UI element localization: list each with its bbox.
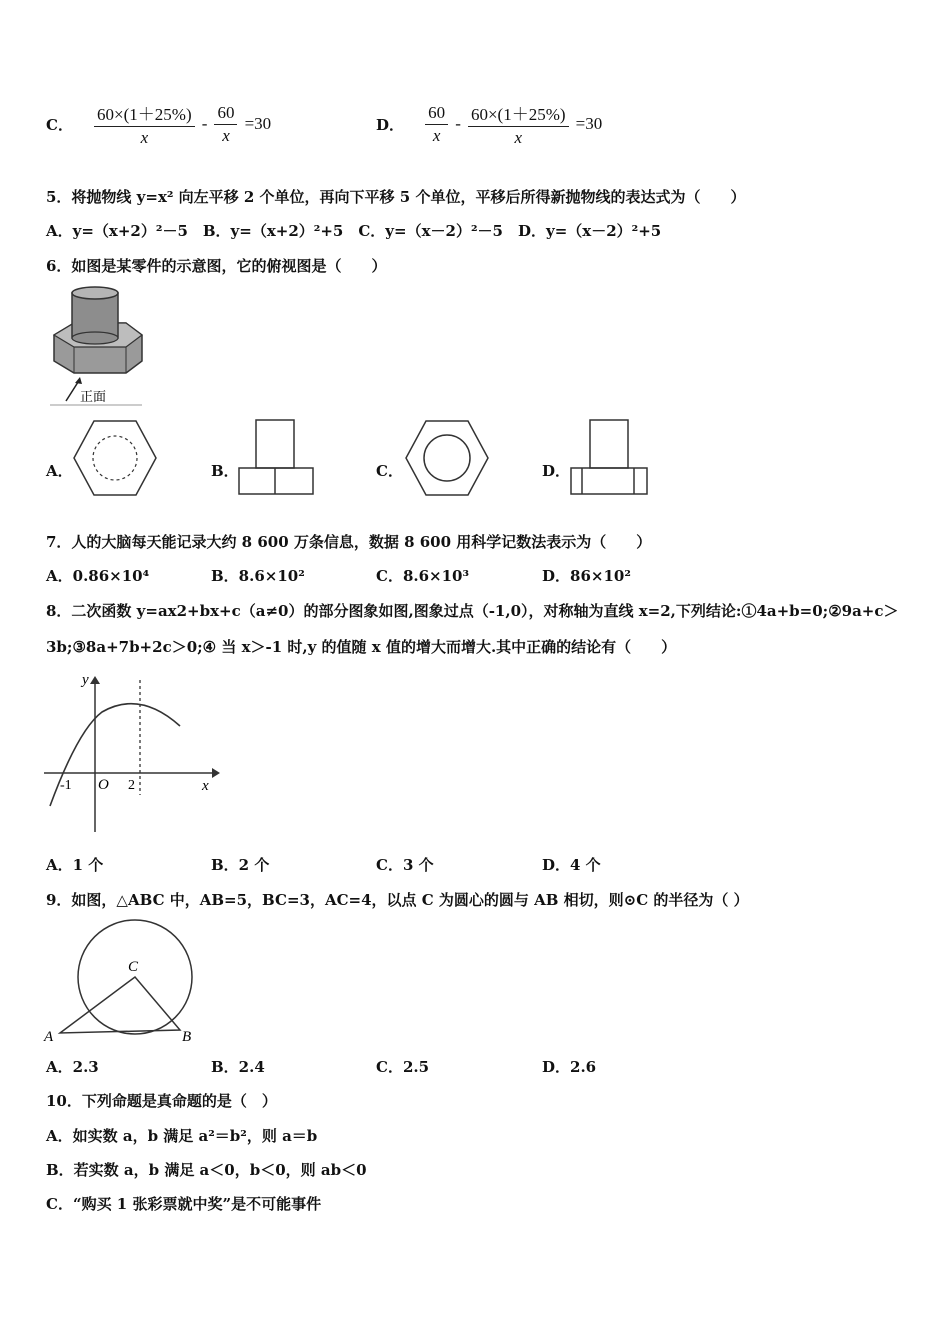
side-view-figure (568, 418, 652, 498)
x-axis-label: x (202, 778, 209, 794)
q4-option-d: D． $\frac{60}{x}$ - $\frac{60\times(1+25\%)}{x}$ =30 (376, 100, 602, 148)
point-a-label: A (44, 1029, 54, 1045)
q6-stem: 6．如图是某零件的示意图，它的俯视图是（ ） (46, 257, 387, 275)
q8-option-d: D．4 个 (542, 856, 601, 874)
q7-option-d: D．86×10² (542, 567, 631, 585)
fraction: $\frac{60\times(1+25\%)}{x}$ (468, 100, 569, 148)
front-label: 正面 (80, 389, 107, 404)
point-b-label: B (182, 1029, 192, 1045)
front-view-figure (236, 418, 316, 498)
q8-stem-line1: 8．二次函数 y=ax2+bx+c（a≠0）的部分图象如图,图象过点（-1,0），对称轴为直线 x=2,下列结论:①4a+b=0;②9a+c＞ (46, 602, 899, 620)
q9-option-d: D．2.6 (542, 1058, 597, 1076)
q6-option-d: D． (542, 462, 571, 480)
tick-minus-one: -1 (60, 778, 72, 793)
hexagon-solid-circle-figure (402, 418, 492, 498)
fraction: $\frac{60\times(1+25\%)}{x}$ (94, 100, 195, 148)
tick-two: 2 (128, 778, 135, 793)
q9-option-b: B．2.4 (211, 1058, 265, 1076)
q5-options: A．y=（x+2）²－5 B．y=（x+2）²+5 C．y=（x－2）²－5 D．y=（x－2）²+5 (46, 222, 662, 240)
parabola-graph (42, 670, 222, 835)
hexagon-dashed-circle-figure (70, 418, 160, 498)
q9-stem: 9．如图，△ABC 中，AB=5，BC=3，AC=4，以点 C 为圆心的圆与 AB 相切，则⊙C 的半径为（ ） (46, 891, 749, 909)
q4-option-c: C． $\frac{60\times(1+25\%)}{x}$ - $\frac{60}{x}$ =30 (46, 100, 271, 148)
origin-label: O (98, 777, 109, 793)
point-c-label: C (128, 959, 139, 975)
y-axis-label: y (82, 672, 89, 688)
q8-option-a: A．1 个 (46, 856, 104, 874)
part-3d-figure (46, 283, 146, 408)
q10-option-b: B．若实数 a，b 满足 a＜0，b＜0，则 ab＜0 (46, 1161, 367, 1179)
q10-option-a: A．如实数 a，b 满足 a²＝b²，则 a＝b (46, 1127, 318, 1145)
q10-stem: 10．下列命题是真命题的是（ ） (46, 1092, 277, 1110)
q6-option-a: A． (46, 462, 73, 480)
q10-option-c: C．“购买 1 张彩票就中奖”是不可能事件 (46, 1195, 322, 1213)
q7-option-b: B．8.6×10² (211, 567, 305, 585)
q7-option-c: C．8.6×10³ (376, 567, 470, 585)
q8-option-b: B．2 个 (211, 856, 270, 874)
q7-option-a: A．0.86×10⁴ (46, 567, 150, 585)
q5-stem: 5．将抛物线 y=x² 向左平移 2 个单位，再向下平移 5 个单位，平移后所得新抛物线的表达式为（ ） (46, 188, 746, 206)
q8-stem-line2: 3b;③8a+7b+2c＞0;④ 当 x＞-1 时,y 的值随 x 值的增大而增大.其中正确的结论有（ ） (46, 638, 677, 656)
q9-option-a: A．2.3 (46, 1058, 99, 1076)
fraction: $\frac{60}{x}$ (425, 103, 448, 146)
q9-option-c: C．2.5 (376, 1058, 430, 1076)
q7-stem: 7．人的大脑每天能记录大约 8 600 万条信息，数据 8 600 用科学记数法表示为（ ） (46, 533, 652, 551)
fraction: $\frac{60}{x}$ (214, 103, 237, 146)
q6-option-c: C． (376, 462, 403, 480)
q6-option-b: B． (211, 462, 239, 480)
triangle-circle-figure (42, 915, 202, 1045)
q8-option-c: C．3 个 (376, 856, 434, 874)
